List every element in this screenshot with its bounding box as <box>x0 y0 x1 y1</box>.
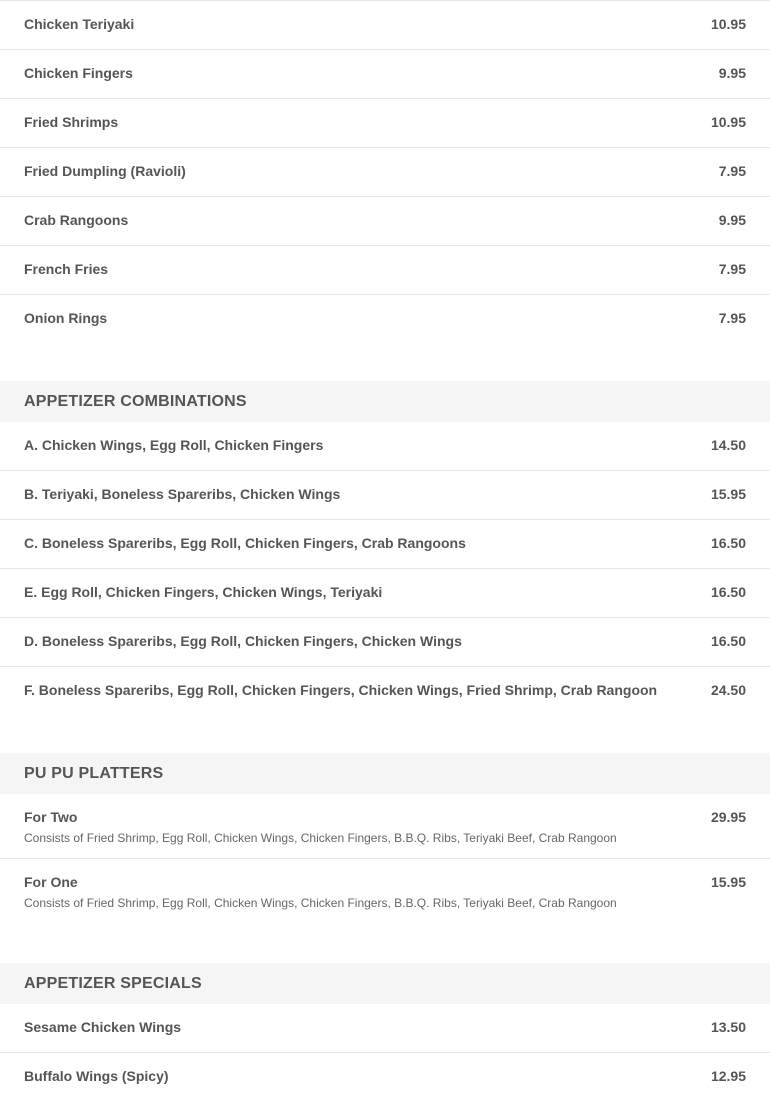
item-price: 13.50 <box>710 1019 746 1035</box>
menu-item[interactable] <box>0 0 770 49</box>
item-price: 14.50 <box>710 437 746 453</box>
section-spacer <box>0 343 770 381</box>
item-name: E. Egg Roll, Chicken Fingers, Chicken Wings, Teriyaki <box>24 584 383 600</box>
item-name: B. Teriyaki, Boneless Spareribs, Chicken Wings <box>24 486 341 502</box>
item-price: 9.95 <box>718 212 746 228</box>
item-name: F. Boneless Spareribs, Egg Roll, Chicken Fingers, Chicken Wings, Fried Shrimp, Crab Rangoon <box>24 682 658 698</box>
item-name: C. Boneless Spareribs, Egg Roll, Chicken Fingers, Crab Rangoons <box>24 535 466 551</box>
item-name: Chicken Teriyaki <box>24 16 135 32</box>
item-text <box>24 809 617 845</box>
item-price: 7.95 <box>718 310 746 326</box>
menu-item[interactable] <box>0 666 770 715</box>
item-price: 16.50 <box>710 633 746 649</box>
item-name: French Fries <box>24 261 109 277</box>
item-name: For Two <box>24 809 78 825</box>
item-name: For One <box>24 874 78 890</box>
item-price: 16.50 <box>710 535 746 551</box>
item-name: Fried Dumpling (Ravioli) <box>24 163 186 179</box>
menu-item[interactable] <box>0 1004 770 1052</box>
item-price: 10.95 <box>710 16 746 32</box>
item-name: Fried Shrimps <box>24 114 119 130</box>
item-text <box>24 874 617 910</box>
menu-item[interactable] <box>0 794 770 858</box>
item-price: 7.95 <box>718 261 746 277</box>
section-header-pupu: PU PU PLATTERS <box>0 753 770 794</box>
item-name: Sesame Chicken Wings <box>24 1019 182 1035</box>
menu-item[interactable] <box>0 98 770 147</box>
item-price: 12.95 <box>710 1068 746 1084</box>
item-price: 10.95 <box>710 114 746 130</box>
menu-item[interactable] <box>0 858 770 923</box>
menu-item[interactable] <box>0 519 770 568</box>
item-price: 29.95 <box>710 809 746 825</box>
item-description: Consists of Fried Shrimp, Egg Roll, Chicken Wings, Chicken Fingers, B.B.Q. Ribs, Teriyaki Beef, Crab Rangoon <box>24 831 617 845</box>
section-spacer <box>0 923 770 963</box>
item-name: Crab Rangoons <box>24 212 129 228</box>
menu-item[interactable] <box>0 568 770 617</box>
section-header-specials: APPETIZER SPECIALS <box>0 963 770 1004</box>
menu-item[interactable] <box>0 245 770 294</box>
menu-item[interactable] <box>0 1052 770 1101</box>
menu-item[interactable] <box>0 49 770 98</box>
menu-item[interactable] <box>0 147 770 196</box>
item-name: Onion Rings <box>24 310 108 326</box>
item-price: 7.95 <box>718 163 746 179</box>
menu-item[interactable] <box>0 470 770 519</box>
item-name: Buffalo Wings (Spicy) <box>24 1068 169 1084</box>
item-description: Consists of Fried Shrimp, Egg Roll, Chicken Wings, Chicken Fingers, B.B.Q. Ribs, Teriyaki Beef, Crab Rangoon <box>24 896 617 910</box>
item-price: 9.95 <box>718 65 746 81</box>
item-price: 24.50 <box>710 682 746 698</box>
item-name: Chicken Fingers <box>24 65 133 81</box>
item-price: 15.95 <box>710 486 746 502</box>
menu-item[interactable] <box>0 294 770 343</box>
menu-item[interactable] <box>0 422 770 470</box>
menu-item[interactable] <box>0 196 770 245</box>
section-header-combinations: APPETIZER COMBINATIONS <box>0 381 770 422</box>
item-price: 16.50 <box>710 584 746 600</box>
item-price: 15.95 <box>710 874 746 890</box>
menu-item[interactable] <box>0 617 770 666</box>
item-name: A. Chicken Wings, Egg Roll, Chicken Fingers <box>24 437 324 453</box>
section-spacer <box>0 715 770 753</box>
item-name: D. Boneless Spareribs, Egg Roll, Chicken Fingers, Chicken Wings <box>24 633 462 649</box>
